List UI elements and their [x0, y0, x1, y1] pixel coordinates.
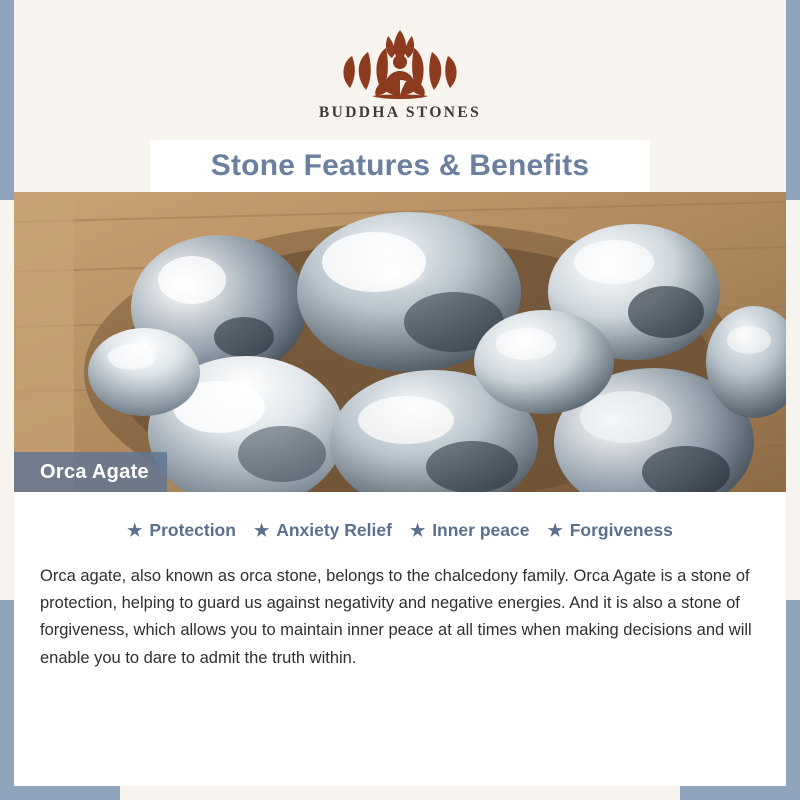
product-photo — [14, 192, 786, 492]
benefit-label: Forgiveness — [569, 520, 673, 540]
star-icon: ★ — [547, 521, 563, 540]
section-title-band — [0, 140, 800, 192]
photo-caption-text: Orca Agate — [40, 460, 149, 483]
photo-caption — [14, 452, 167, 492]
benefits-list — [40, 520, 760, 541]
star-icon: ★ — [127, 521, 143, 540]
brand-header — [0, 0, 800, 148]
description-text: Orca agate, also known as orca stone, belongs to the chalcedony family. Orca Agate is a stone of protection, helping to guard us against negativity and negative energies. And it is also a stone of forgiveness, which allows you to maintain inner peace at all times when making decisions and will enable you to dare to admit the truth within. — [40, 567, 752, 667]
benefit-label: Inner peace — [432, 520, 530, 540]
page-title: Stone Features & Benefits — [210, 149, 590, 182]
benefit-item — [547, 520, 672, 541]
benefit-item — [127, 520, 236, 541]
content-panel — [14, 492, 786, 786]
frame-bar-top-right — [786, 0, 800, 200]
benefit-item — [410, 520, 530, 541]
frame-bar-top-left — [0, 0, 14, 200]
benefit-item — [254, 520, 392, 541]
frame-bar-bottom-left — [0, 600, 14, 800]
lotus-meditation-figure-icon — [336, 22, 464, 100]
frame-bar-bottom-right-horizontal — [680, 786, 800, 800]
frame-bar-bottom-left-horizontal — [0, 786, 120, 800]
benefit-label: Protection — [149, 520, 236, 540]
frame-bar-bottom-right — [786, 600, 800, 800]
star-icon: ★ — [253, 521, 270, 540]
star-icon: ★ — [409, 521, 426, 540]
benefit-label: Anxiety Relief — [276, 520, 392, 540]
brand-name: BUDDHA STONES — [318, 104, 482, 121]
